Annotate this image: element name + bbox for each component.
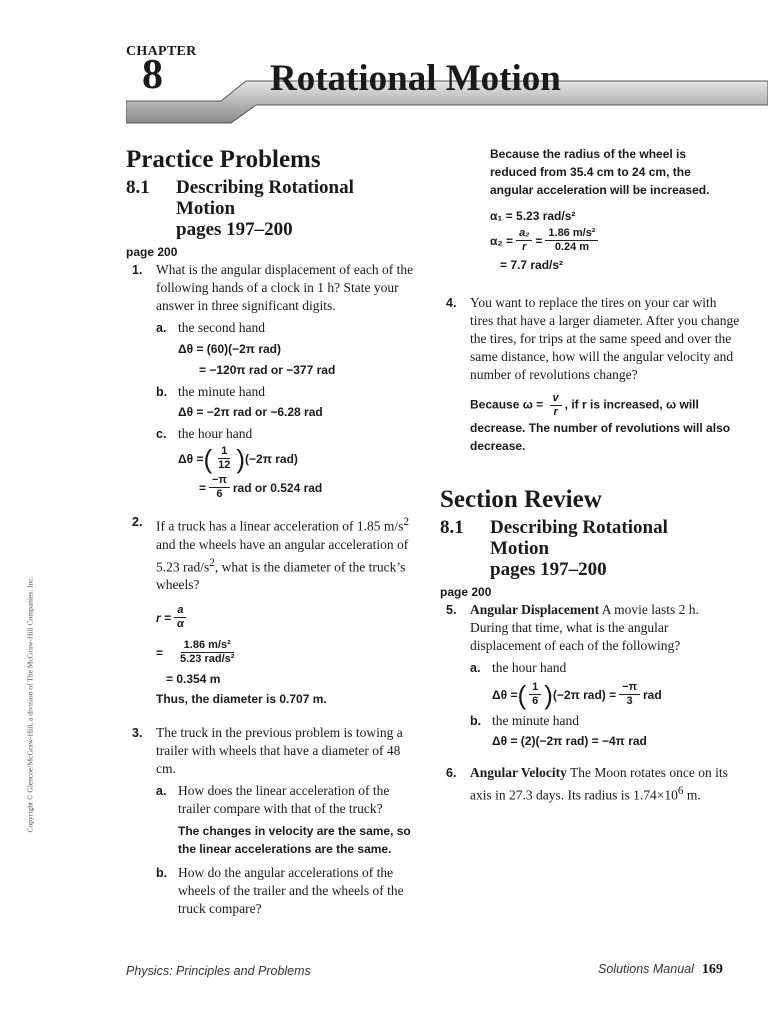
subpart-text: the minute hand [178,384,265,399]
paren-open: ( [517,679,527,710]
fraction [516,227,532,254]
answer-text: Because the radius of the wheel is reduced from 35.4 cm to 24 cm, the angular acceleration will be increased. [490,147,710,197]
equation-lhs: Δθ = [492,687,518,702]
subsection-title-line: Motion [176,198,236,219]
problem-topic: Angular Velocity [470,765,567,780]
fraction [619,681,640,708]
equation-lhs: = [199,480,207,495]
text-run: Because ω = [470,397,544,412]
numerator: 1.86 m/s² [545,227,598,241]
subpart-text: How do the angular accelerations of the wheels of the trailer and the wheels of the truck compare? [178,865,404,916]
problem-1 [126,261,416,501]
numerator: a [174,604,186,618]
page-reference: page 200 [440,585,492,599]
denominator: α [177,618,184,630]
subpart-a [156,319,416,379]
subsection-heading [126,177,416,240]
text-run: A movie lasts 2 h. During that time, what is the angular displacement of each of the following? [470,602,699,653]
equation [156,604,416,631]
chapter-label: CHAPTER [126,44,197,59]
fraction [209,474,230,501]
denominator: r [522,241,527,253]
subpart-label: b. [470,714,482,728]
problem-number: 3. [132,726,143,740]
numerator: 1 [218,445,230,459]
subsection-number: 8.1 [440,517,464,538]
equation-lhs: = [156,645,164,660]
fraction [529,681,541,708]
answer-text: The changes in velocity are the same, so the linear accelerations are the same. [178,824,411,856]
denominator: 3 [626,695,633,707]
fraction [215,445,233,472]
subpart-label: a. [156,784,167,798]
text-run: m. [683,787,701,803]
subsection-number: 8.1 [126,177,150,198]
fraction [550,392,562,419]
subpart-a [156,782,416,858]
footer-manual-title: Solutions Manual [598,962,694,976]
subsection-pages: pages 197–200 [490,559,607,580]
denominator: 6 [216,488,223,500]
chapter-title: Rotational Motion [270,58,561,99]
problem-5 [440,601,740,750]
paren-close: ) [544,679,553,710]
equation-rhs: rad or 0.524 rad [232,480,323,495]
problem-number: 6. [446,766,457,780]
problem-number: 5. [446,603,457,617]
paren-open: ( [203,443,213,474]
subsection-heading [440,517,740,580]
equation [178,445,416,472]
subsection-title-line: Motion [490,538,550,559]
text-run: The Moon rotates once on its axis in 27.3 days. Its radius is 1.74×10 [470,765,728,803]
equation: Δθ = (2)(−2π rad) = −4π rad [492,734,647,748]
problem-text [470,601,740,655]
equation: Δθ = (60)(−2π rad) [178,342,281,356]
equation-lhs: α₂ = [490,233,514,248]
problem-2 [126,513,416,708]
problem-topic: Angular Displacement [470,602,600,617]
denominator: 5.23 rad/s² [180,653,235,665]
problem-text: You want to replace the tires on your car with tires that have a larger diameter. After you change the tires, for trips at the same speed and over the same distance, how will the angular velocity and number of revolutions change? [470,295,740,382]
subpart-a [470,659,740,708]
fraction [174,604,187,631]
subsection-pages: pages 197–200 [176,219,293,240]
numerator: a₂ [516,227,532,241]
subpart-label: b. [156,866,168,880]
problem-text [470,764,740,805]
section-title: Section Review [440,486,602,513]
equation-lhs: Δθ = [178,451,204,466]
numerator: v [550,392,562,406]
problem-4 [440,294,740,455]
subpart-text: How does the linear acceleration of the trailer compare with that of the truck? [178,783,390,816]
problem-number: 4. [446,296,457,310]
fraction [545,227,598,254]
subpart-label: a. [156,321,167,335]
problem-number: 1. [132,263,143,277]
problem-text: The truck in the previous problem is towing a trailer with wheels that have a diameter of 48 cm. [156,725,403,776]
footer-right [598,962,723,978]
denominator: r [553,406,558,418]
fraction [177,639,237,666]
equation-lhs: r = [156,610,172,625]
text-run: , if r is increased, ω will decrease. The number of revolutions will also decrease. [470,397,731,453]
left-column [126,145,416,918]
right-column [440,145,740,805]
text-run: , what is the diameter of the truck’s wheels? [156,559,406,592]
footer-book-title: Physics: Principles and Problems [126,964,311,978]
equation: α₁ = 5.23 rad/s² [490,209,576,223]
superscript: 2 [209,556,215,569]
subpart-label: b. [156,385,168,399]
equation: = 7.7 rad/s² [500,258,564,272]
problem-text: What is the angular displacement of each of the following hands of a clock in 1 h? State your answer in three significant digits. [156,262,414,313]
text-run: and the wheels have an angular acceleration of 5.23 rad/s [156,536,409,574]
section-title: Practice Problems [126,146,321,173]
subpart-text: the minute hand [492,713,579,728]
problem-text [156,513,416,594]
numerator: 1 [529,681,541,695]
equals-sign: = [535,233,543,248]
superscript: 2 [403,516,410,528]
subpart-b [470,712,740,750]
subsection-title [176,177,354,240]
subpart-c [156,425,416,501]
problem-number: 2. [132,515,143,529]
denominator: 6 [532,695,539,707]
page-reference: page 200 [126,245,178,259]
chapter-number: 8 [142,52,163,98]
subpart-text: the second hand [178,320,265,335]
equation [156,639,416,666]
problem-6 [440,764,740,805]
numerator: 1.86 m/s² [181,639,234,653]
equation [492,681,740,708]
subpart-b [156,383,416,421]
page-number: 169 [701,962,723,977]
equation: Δθ = −2π rad or −6.28 rad [178,405,323,419]
numerator: −π [619,681,640,695]
denominator: 12 [218,459,231,471]
denominator: 0.24 m [554,241,590,253]
equation: = 0.354 m [166,672,221,686]
subpart-text: the hour hand [178,426,253,441]
subpart-label: c. [156,427,167,441]
text-run: If a truck has a linear acceleration of 1.85 m/s [156,518,404,534]
subpart-text: the hour hand [492,660,567,675]
numerator: −π [209,474,230,488]
equation-rhs: rad [643,687,662,702]
subsection-title [490,517,668,580]
subpart-b [156,864,416,918]
problem-3b-answer-block [440,145,716,274]
problem-3 [126,724,416,918]
subpart-label: a. [470,661,481,675]
superscript: 6 [677,785,684,797]
subsection-title-line: Describing Rotational [490,517,668,538]
answer-text: Thus, the diameter is 0.707 m. [156,692,327,706]
subsection-title-line: Describing Rotational [176,177,354,198]
equation-rhs: (−2π rad) [245,451,298,466]
equation: = −120π rad or −377 rad [199,363,336,377]
equation-middle: (−2π rad) = [552,687,617,702]
equation [490,227,716,254]
copyright-notice: Copyright © Glencoe/McGraw-Hill, a division of The McGraw-Hill Companies, Inc. [25,576,35,833]
answer-text [470,392,740,455]
equation [178,474,416,501]
paren-close: ) [236,443,246,474]
